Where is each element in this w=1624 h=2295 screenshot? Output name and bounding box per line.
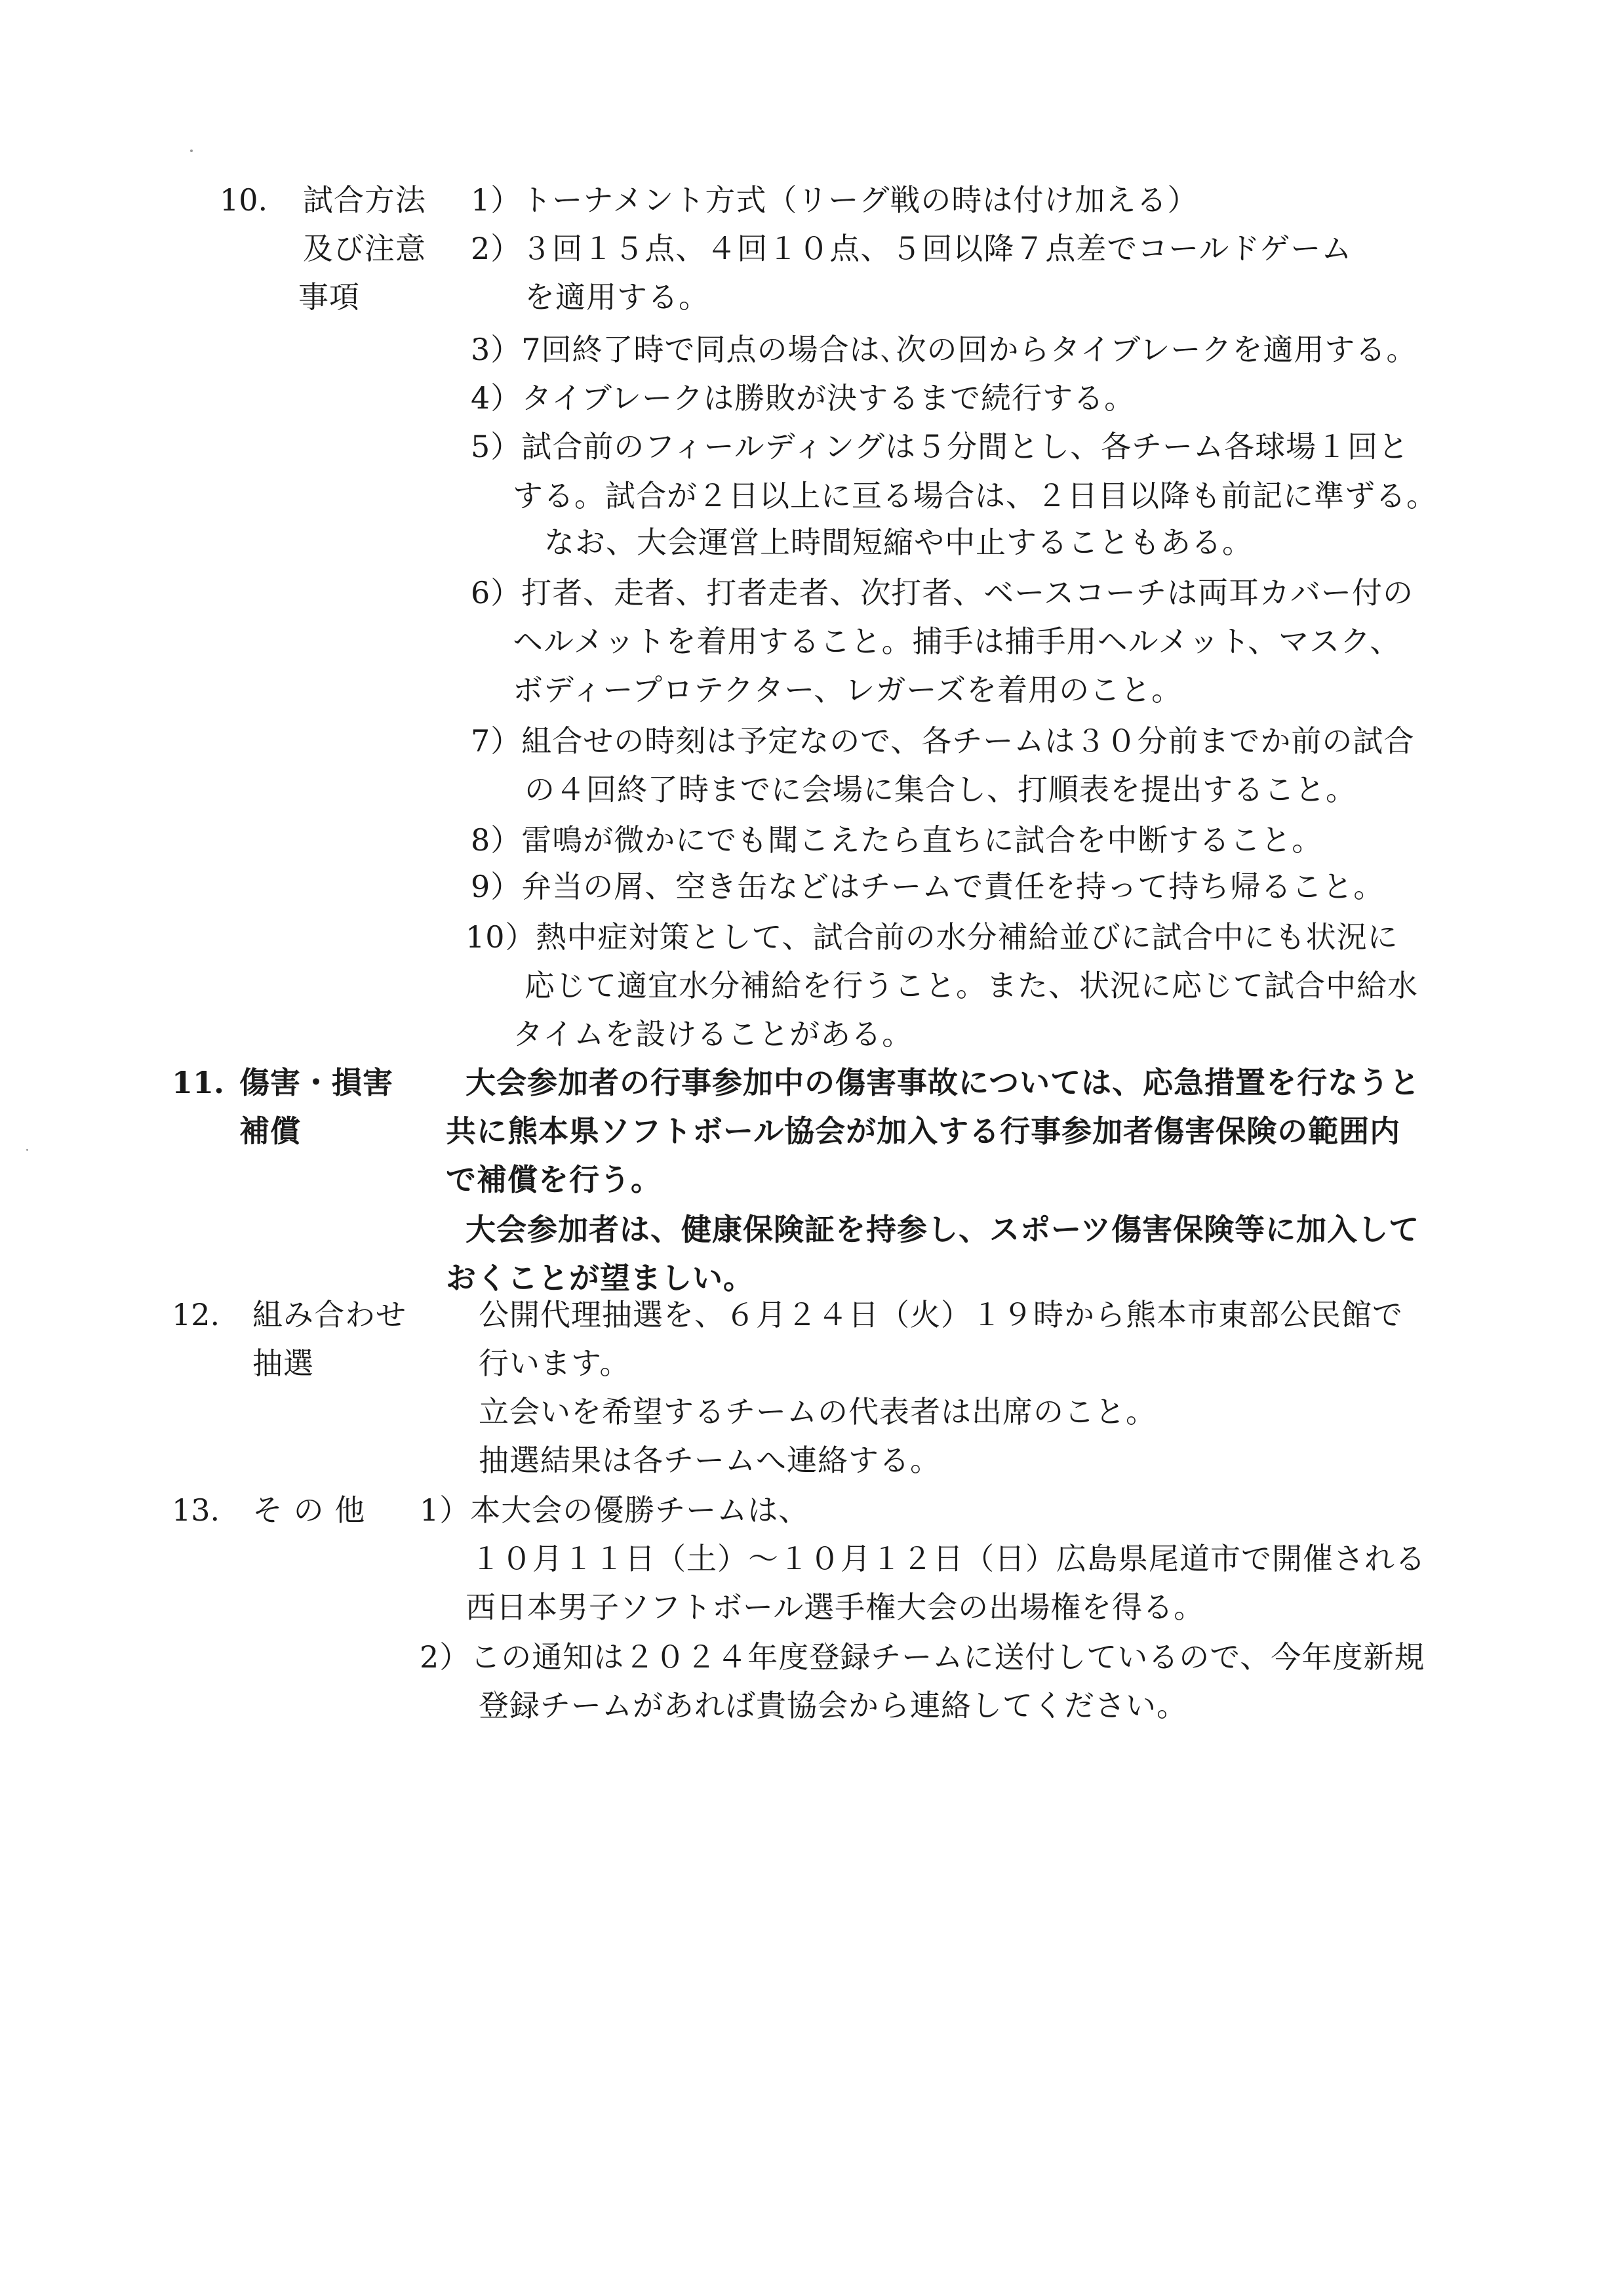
section-label: 傷害・損害 [239,1065,393,1100]
list-item: 2）３回１５点、４回１０点、５回以降７点差でコールドゲーム [471,231,1353,266]
list-item: する。試合が２日以上に亘る場合は、２日目以降も前記に準ずる。 [513,478,1437,513]
section-label: 補償 [239,1113,301,1149]
section-label: そ の 他 [252,1492,366,1528]
list-item: 3）7回終了時で同点の場合は､次の回からタイブレークを適用する。 [471,332,1417,367]
section-label: 試合方法 [303,182,426,218]
list-item: 10）熱中症対策として、試合前の水分補給並びに試合中にも状況に [465,919,1398,955]
section-number: 13. [172,1492,220,1528]
scan-speck [26,1149,28,1151]
section-label: 事項 [298,279,360,315]
paragraph-line: 大会参加者は、健康保険証を持参し、スポーツ傷害保険等に加入して [465,1212,1420,1247]
list-item: ヘルメットを着用すること。捕手は捕手用ヘルメット、マスク、 [513,624,1401,659]
list-item: 7）組合せの時刻は予定なので、各チームは３０分前までか前の試合 [471,723,1415,759]
paragraph-line: 2）この通知は２０２４年度登録チームに送付しているので、今年度新規 [420,1639,1425,1675]
paragraph-line: 抽選結果は各チームへ連絡する。 [479,1443,941,1478]
paragraph-line: 公開代理抽選を、６月２４日（火）１９時から熊本市東部公民館で [479,1297,1403,1332]
section-number: 10. [220,182,268,218]
list-item: なお、大会運営上時間短縮や中止することもある。 [544,525,1253,560]
section-number: 12. [172,1297,220,1332]
scan-speck [190,150,193,152]
list-item: 1）トーナメント方式（リーグ戦の時は付け加える） [471,182,1198,218]
section-label: 抽選 [252,1346,314,1381]
paragraph-line: 大会参加者の行事参加中の傷害事故については、応急措置を行なうと [465,1065,1421,1100]
paragraph-line: 行います。 [479,1346,631,1381]
paragraph-line: おくことが望ましい。 [446,1260,754,1296]
section-label: 組み合わせ [252,1297,406,1332]
list-item: タイムを設けることがある。 [513,1016,913,1052]
list-item: 6）打者、走者、打者走者、次打者、ベースコーチは両耳カバー付の [471,575,1414,610]
paragraph-line: で補償を行う。 [446,1162,662,1197]
paragraph-line: 1）本大会の優勝チームは、 [420,1492,810,1528]
paragraph-line: 共に熊本県ソフトボール協会が加入する行事参加者傷害保険の範囲内 [446,1113,1401,1149]
section-label: 及び注意 [303,231,426,266]
list-item: 5）試合前のフィールディングは５分間とし、各チーム各球場１回と [471,429,1410,464]
list-item: の４回終了時までに会場に集合し、打順表を提出すること。 [525,772,1357,807]
paragraph-line: 立会いを希望するチームの代表者は出席のこと。 [479,1394,1157,1429]
section-number: 11. [172,1065,225,1100]
list-item: 9）弁当の屑、空き缶などはチームで責任を持って持ち帰ること。 [471,869,1385,904]
list-item: ボディープロテクター、レガーズを着用のこと。 [513,672,1183,708]
list-item: 4）タイブレークは勝敗が決するまで続行する。 [471,380,1136,416]
list-item: 8）雷鳴が微かにでも聞こえたら直ちに試合を中断すること。 [471,822,1323,858]
list-item: 応じて適宜水分補給を行うこと。また、状況に応じて試合中給水 [525,968,1418,1003]
paragraph-line: 西日本男子ソフトボール選手権大会の出場権を得る。 [465,1589,1205,1625]
list-item: を適用する。 [525,279,709,315]
paragraph-line: 登録チームがあれば貴協会から連絡してください。 [479,1688,1187,1723]
paragraph-line: １０月１１日（土）～１０月１２日（日）広島県尾道市で開催される [471,1541,1426,1576]
